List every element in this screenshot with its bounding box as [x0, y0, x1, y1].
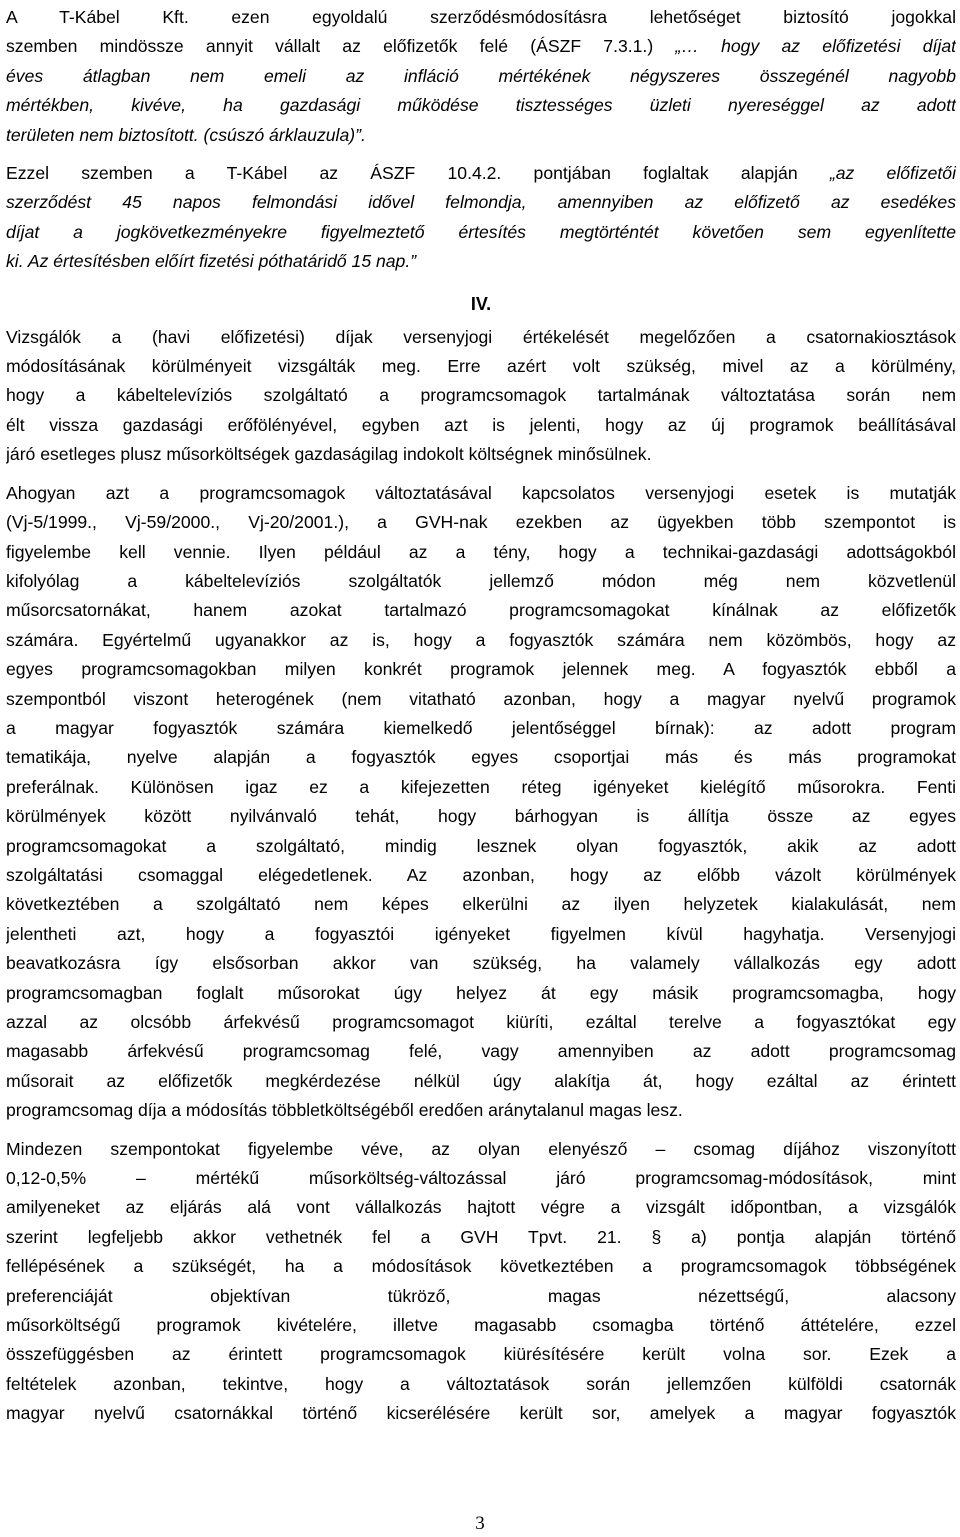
text-line: kifolyólag a kábeltelevíziós szolgáltatók jellemző módon még nem közvetlenül [6, 570, 956, 591]
text-line: magasabb árfekvésű programcsomag felé, vagy amennyiben az adott programcsomag [6, 1041, 956, 1062]
text-line: fellépésének a szükségét, ha a módosítások következtében a programcsomagok többségének [6, 1256, 956, 1277]
paragraph-competition-cases [6, 479, 956, 1126]
text-line: összefüggésben az érintett programcsomagok kiürésítésére került volna sor. Ezek a [6, 1344, 956, 1365]
paragraph-termination-terms [6, 159, 956, 277]
text-line: Mindezen szempontokat figyelembe véve, az olyan elenyésző – csomag díjához viszonyított [6, 1138, 956, 1159]
text-line: feltételek azonban, tekintve, hogy a változtatások során jellemzően külföldi csatornák [6, 1373, 956, 1394]
text-line: Ahogyan azt a programcsomagok változtatásával kapcsolatos versenyjogi esetek is mutatják [6, 482, 956, 503]
text-line: programcsomag díja a módosítás többletköltségéből eredően aránytalanul magas lesz. [6, 1100, 683, 1121]
text-line: (Vj-5/1999., Vj-59/2000., Vj-20/2001.), a GVH-nak ezekben az ügyekben több szempontot is [6, 512, 956, 533]
text-line: beavatkozásra így elsősorban akkor van szükség, ha valamely vállalkozás egy adott [6, 953, 956, 974]
section-heading: IV. [470, 293, 492, 314]
text-line: körülmények között nyilvánvaló tehát, hogy bárhogyan is állítja össze az egyes [6, 806, 956, 827]
page-number: 3 [475, 1513, 485, 1534]
text-line: magyar nyelvű csatornákkal történő kicserélésére került sor, amelyek a magyar fogyasztók [6, 1403, 956, 1424]
text-line: műsorköltségű programok kivételére, illetve magasabb csomagba történő áttételére, ezzel [6, 1315, 956, 1336]
text-line: tematikája, nyelve alapján a fogyasztók egyes csoportjai más és más programokat [6, 747, 956, 768]
text-line: műsorait az előfizetők megkérdezése nélkül úgy alakítja át, hogy ezáltal az érintett [6, 1070, 956, 1091]
text-line: jelentheti azt, hogy a fogyasztói igényeket figyelmen kívül hagyhatja. Versenyjogi [6, 923, 956, 944]
text-line: számára. Egyértelmű ugyanakkor az is, hogy a fogyasztók számára nem közömbös, hogy az [6, 629, 956, 650]
text-line: szolgáltatási csomaggal elégedetlenek. Az azonban, hogy az előbb vázolt körülmények [6, 864, 956, 885]
text-line: éves átlagban nem emeli az infláció mértékének négyszeres összegénél nagyobb [6, 65, 956, 86]
text-line: szempontból viszont heterogének (nem vitatható azonban, hogy a magyar nyelvű programok [6, 688, 956, 709]
text-line: szerint legfeljebb akkor vethetnék fel a GVH Tpvt. 21. § a) pontja alapján történő [6, 1226, 956, 1247]
text-line: Vizsgálók a (havi előfizetési) díjak versenyjogi értékelését megelőzően a csatornakiosztások [6, 326, 956, 347]
text-line: A T-Kábel Kft. ezen egyoldalú szerződésmódosításra lehetőséget biztosító jogokkal [6, 7, 956, 27]
document-page [6, 0, 956, 1429]
text-line: figyelembe kell vennie. Ilyen például az a tény, hogy a technikai-gazdasági adottságokból [6, 541, 956, 562]
paragraph-conclusion [6, 1135, 956, 1429]
text-line: szerződést 45 napos felmondási idővel felmondja, amennyiben az előfizető az esedékes [6, 192, 956, 213]
text-line: módosításának körülményeit vizsgálták meg. Erre azért volt szükség, mivel az a körülmény, [6, 356, 956, 377]
text-line: a magyar fogyasztók számára kiemelkedő jelentőséggel bírnak): az adott program [6, 717, 956, 738]
text-line: műsorcsatornákat, hanem azokat tartalmazó programcsomagokat kínálnak az előfizetők [6, 600, 956, 621]
text-line: preferenciáját objektívan tükröző, magas nézettségű, alacsony [6, 1285, 956, 1306]
text-line: járó esetleges plusz műsorköltségek gazdaságilag indokolt költségnek minősülnek. [6, 444, 652, 465]
paragraph-channel-allocation [6, 323, 956, 470]
text-line: Ezzel szemben a T-Kábel az ÁSZF 10.4.2. pontjában foglaltak alapján „az előfizetői [6, 163, 956, 184]
text-line: területen nem biztosított. (csúszó árklauzula)”. [6, 124, 366, 145]
text-line: preferálnak. Különösen igaz ez a kifejezetten réteg igényeket kielégítő műsorokra. Fenti [6, 776, 956, 797]
text-line: ki. Az értesítésben előírt fizetési póthatáridő 15 nap.” [6, 251, 417, 272]
text-line: díjat a jogkövetkezményekre figyelmeztető értesítés megtörténtét követően sem egyenlítette [6, 221, 956, 242]
text-line: amilyeneket az eljárás alá vont vállalkozás hajtott végre a vizsgált időpontban, a vizsgálók [6, 1197, 956, 1218]
text-line: mértékben, kivéve, ha gazdasági működése tisztességes üzleti nyereséggel az adott [6, 95, 956, 116]
text-line: azzal az olcsóbb árfekvésű programcsomagot kiüríti, ezáltal terelve a fogyasztókat egy [6, 1012, 956, 1032]
text-line: programcsomagban foglalt műsorokat úgy helyez át egy másik programcsomagba, hogy [6, 982, 956, 1003]
text-line: 0,12-0,5% – mértékű műsorköltség-változással járó programcsomag-módosítások, mint [6, 1168, 956, 1189]
text-line: hogy a kábeltelevíziós szolgáltató a programcsomagok tartalmának változtatása során nem [6, 385, 956, 406]
paragraph-cable-pricing-clause [6, 3, 956, 150]
text-line: élt vissza gazdasági erőfölényével, egyben azt is jelenti, hogy az új programok beállításával [6, 414, 956, 435]
text-line: egyes programcsomagokban milyen konkrét programok jelennek meg. A fogyasztók ebből a [6, 659, 956, 680]
text-line: szemben mindössze annyit vállalt az előfizetők felé (ÁSZF 7.3.1.) „… hogy az előfizetési díjat [6, 36, 956, 57]
text-line: következtében a szolgáltató nem képes elkerülni az ilyen helyzetek kialakulását, nem [6, 894, 956, 915]
text-line: programcsomagokat a szolgáltató, mindig lesznek olyan fogyasztók, akik az adott [6, 835, 956, 856]
